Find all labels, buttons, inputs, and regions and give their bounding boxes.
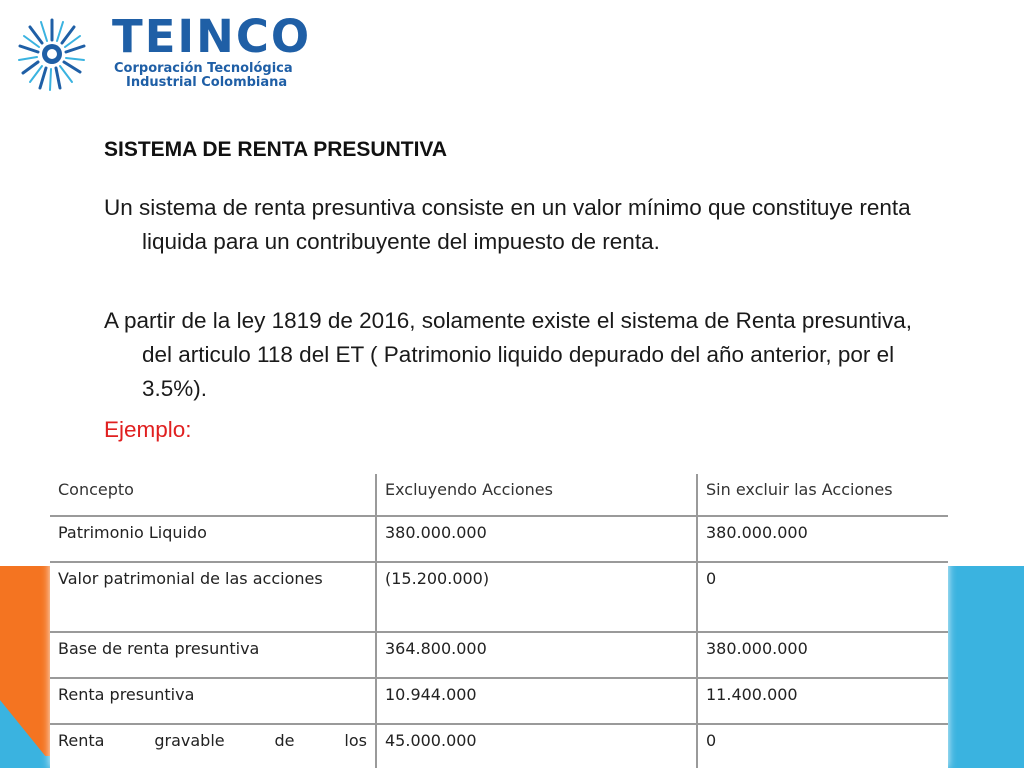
cell-excluding: 380.000.000 xyxy=(376,516,697,562)
cell-excluding: 364.800.000 xyxy=(376,632,697,678)
teinco-logo xyxy=(18,8,318,98)
decorative-blue-band xyxy=(940,566,1024,768)
cell-concept xyxy=(50,562,376,632)
cell-concept: Patrimonio Liquido xyxy=(50,516,376,562)
sunburst-logo-icon xyxy=(18,12,86,92)
example-label: Ejemplo: xyxy=(104,417,192,442)
logo-subtitle-line2: Industrial Colombiana xyxy=(126,75,288,90)
example-table xyxy=(50,474,948,768)
table-row xyxy=(50,562,948,632)
slide-title: SISTEMA DE RENTA PRESUNTIVA xyxy=(104,138,448,161)
cell-concept: Base de renta presuntiva xyxy=(50,632,376,678)
table-header-row xyxy=(50,474,948,516)
table-row xyxy=(50,516,948,562)
header-excluding: Excluyendo Acciones xyxy=(376,474,697,516)
logo-subtitle xyxy=(114,62,344,90)
paragraph-law: A partir de la ley 1819 de 2016, solamente existe el sistema de Renta presuntiva, del articulo 118 del ET ( Patrimonio liquido depurado del año anterior, por el 3.5%). xyxy=(104,308,912,401)
header-concept: Concepto xyxy=(50,474,376,516)
header-not-excluding: Sin excluir las Acciones xyxy=(697,474,948,516)
logo-subtitle-line1: Corporación Tecnológica xyxy=(114,61,293,76)
cell-not-excluding: 380.000.000 xyxy=(697,516,948,562)
table-row xyxy=(50,724,948,768)
cell-excluding: (15.200.000) xyxy=(376,562,697,632)
cell-excluding: 10.944.000 xyxy=(376,678,697,724)
cell-not-excluding: 0 xyxy=(697,562,948,632)
cell-concept-text: Valor patrimonial de las acciones xyxy=(58,569,323,588)
cell-concept xyxy=(50,724,376,768)
paragraph-definition: Un sistema de renta presuntiva consiste en un valor mínimo que constituye renta liquida para un contribuyente del impuesto de renta. xyxy=(104,195,911,254)
cell-concept: Renta presuntiva xyxy=(50,678,376,724)
cell-not-excluding: 380.000.000 xyxy=(697,632,948,678)
logo-wordmark: TEINCO xyxy=(112,10,312,63)
table-row xyxy=(50,678,948,724)
cell-not-excluding: 0 xyxy=(697,724,948,768)
cell-concept-text: Renta gravable de los xyxy=(58,731,367,750)
table-row xyxy=(50,632,948,678)
cell-excluding: 45.000.000 xyxy=(376,724,697,768)
cell-not-excluding: 11.400.000 xyxy=(697,678,948,724)
